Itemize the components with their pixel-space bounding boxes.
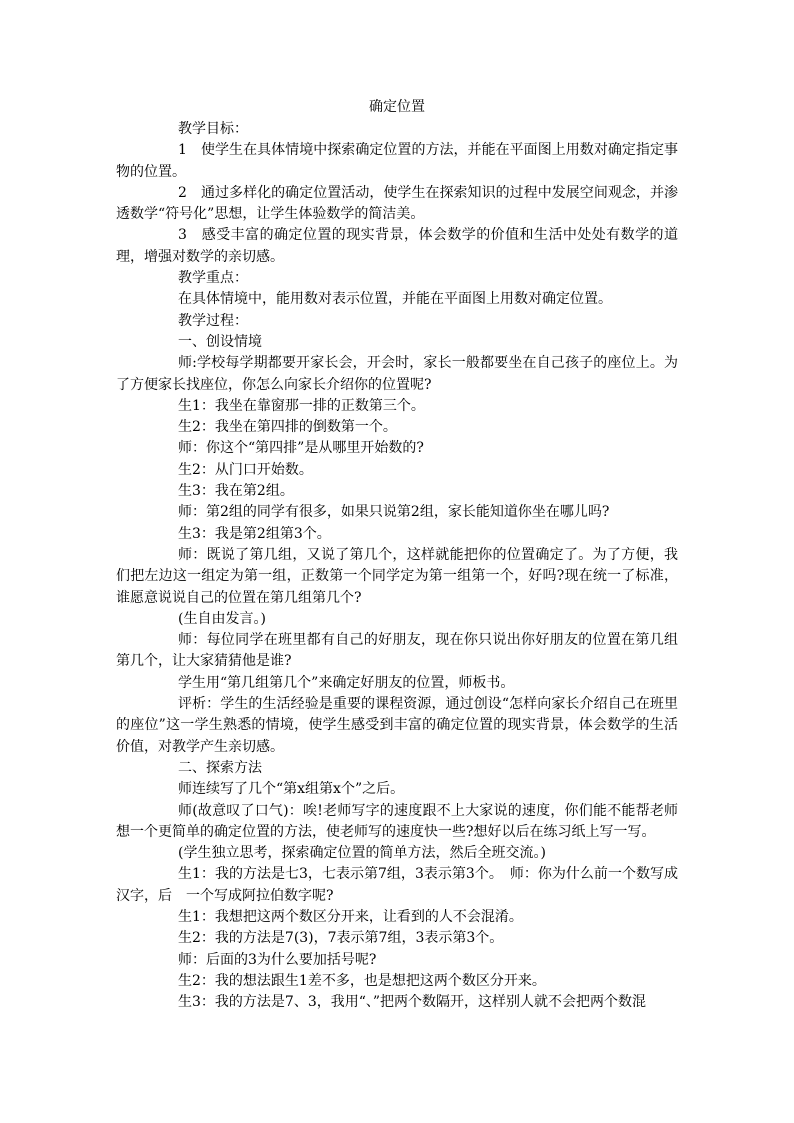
paragraph: (生自由发言。) <box>178 610 266 627</box>
paragraph: 生3：我是第2组第3个。 <box>178 525 331 542</box>
paragraph: 师：每位同学在班里都有自己的好朋友，现在你只说出你好朋友的位置在第几组第几个，让大家猜猜他是谁? <box>116 632 678 670</box>
paragraph: 师连续写了几个“第x组第x个”之后。 <box>178 781 405 798</box>
paragraph: 教学目标： <box>178 121 248 137</box>
document-title: 确定位置 <box>369 99 425 115</box>
paragraph: 二、探索方法 <box>178 759 262 776</box>
document-body <box>116 97 678 1013</box>
paragraph: 教学重点： <box>178 270 248 287</box>
paragraph: 1 使学生在具体情境中探索确定位置的方法，并能在平面图上用数对确定指定事物的位置。 <box>116 142 678 180</box>
paragraph: 一、创设情境 <box>178 333 262 350</box>
paragraph: 师：后面的3为什么要加括号呢? <box>178 951 377 968</box>
paragraph: 在具体情境中，能用数对表示位置，并能在平面图上用数对确定位置。 <box>178 291 612 308</box>
paragraph: 师(故意叹了口气)：唉!老师写字的速度跟不上大家说的速度，你们能不能帮老师想一个更简单的确定位置的方法，使老师写的速度快一些?想好以后在练习纸上写一写。 <box>116 802 678 840</box>
paragraph: 生1：我的方法是七3，七表示第7组，3表示第3个。 师：你为什么前一个数写成汉字，后 一个写成阿拉伯数字呢? <box>116 866 678 904</box>
paragraph: 生2：我的方法是7(3)，7表示第7组，3表示第3个。 <box>178 930 504 947</box>
paragraph: 评析：学生的生活经验是重要的课程资源，通过创设“怎样向家长介绍自己在班里的座位”这一学生熟悉的情境，使学生感受到丰富的确定位置的现实背景，体会数学的生活价值，对教学产生亲切感。 <box>116 696 678 755</box>
paragraph: 生1：我坐在靠窗那一排的正数第三个。 <box>178 397 425 414</box>
paragraph: 2 通过多样化的确定位置活动，使学生在探索知识的过程中发展空间观念，并渗透数学“符号化”思想，让学生体验数学的简洁美。 <box>116 184 678 223</box>
paragraph: 生1：我想把这两个数区分开来，让看到的人不会混淆。 <box>178 908 523 925</box>
paragraph: 生2：我坐在第四排的倒数第一个。 <box>178 419 397 436</box>
paragraph: (学生独立思考，探索确定位置的简单方法，然后全班交流。) <box>178 845 546 862</box>
paragraph: 教学过程： <box>178 312 248 329</box>
paragraph: 生3：我在第2组。 <box>178 483 294 500</box>
paragraph: 生2：我的想法跟生1差不多，也是想把这两个数区分开来。 <box>178 972 546 989</box>
paragraph: 3 感受丰富的确定位置的现实背景，体会数学的价值和生活中处处有数学的道理，增强对数学的亲切感。 <box>116 227 678 265</box>
paragraph: 生2：从门口开始数。 <box>178 461 313 478</box>
paragraph: 生3：我的方法是7、3，我用“、”把两个数隔开，这样别人就不会把两个数混 <box>178 994 647 1011</box>
paragraph: 师：既说了第几组，又说了第几个，这样就能把你的位置确定了。为了方便，我们把左边这一组定为第一组，正数第一个同学定为第一组第一个，好吗?现在统一了标准，谁愿意说说自己的位置在第几组第几个? <box>116 546 678 606</box>
paragraph: 师:学校每学期都要开家长会，开会时，家长一般都要坐在自己孩子的座位上。为了方便家长找座位，你怎么向家长介绍你的位置呢? <box>116 355 678 393</box>
paragraph: 师：你这个“第四排”是从哪里开始数的? <box>178 440 424 457</box>
paragraph: 学生用“第几组第几个”来确定好朋友的位置，师板书。 <box>178 674 515 691</box>
paragraph: 师：第2组的同学有很多，如果只说第2组，家长能知道你坐在哪儿吗? <box>178 504 610 521</box>
